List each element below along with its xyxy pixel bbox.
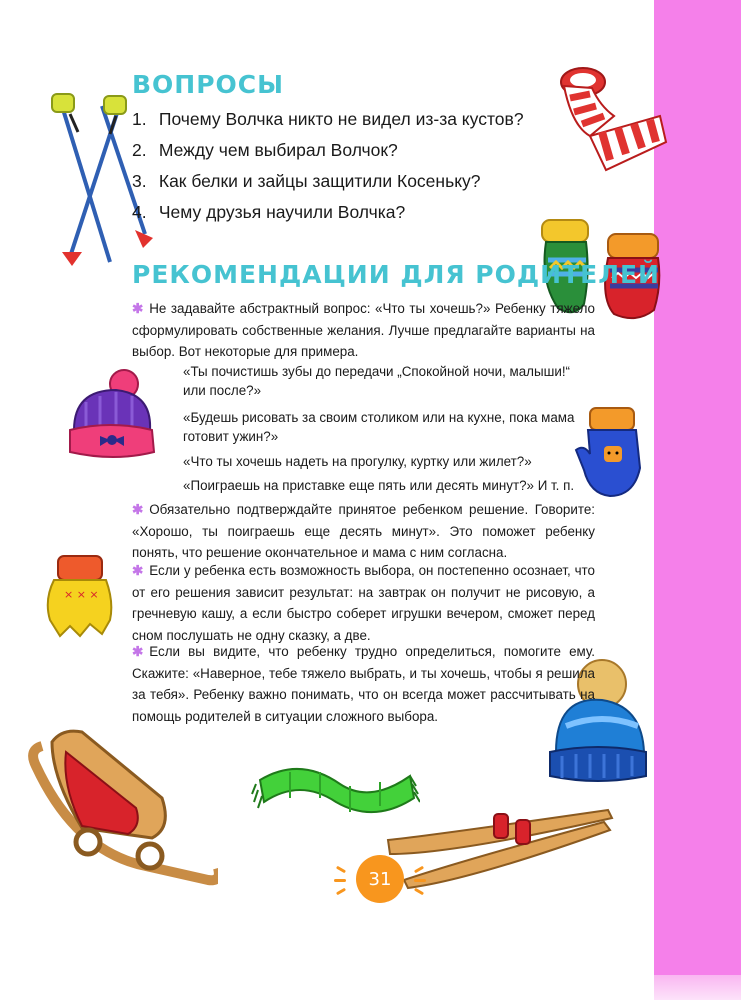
bullet-star-icon: ✱: [132, 502, 144, 517]
yellow-glove-icon: [42, 554, 118, 638]
knit-hat-icon: [64, 368, 160, 464]
recommendation-paragraph: ✱ Если вы видите, что ребенку трудно определиться, помогите ему. Скажите: «Наверное, тебе тяжело выбрать, и ты хочешь, чтобы я решила за тебя». Ребенку важно понимать, что он всегда может рассчитывать на помощь родителей в ситуации сложного выбора.: [132, 644, 595, 724]
page-number: 31: [356, 855, 404, 903]
question-item: 1. Почему Волчка никто не видел из-за кустов?: [132, 109, 524, 129]
page-number-ornament: [334, 879, 346, 882]
example-quote: «Будешь рисовать за своим столиком или на кухне, пока мама готовит ужин?»: [183, 410, 575, 444]
questions-list: [132, 104, 524, 228]
sled-icon: [22, 722, 218, 902]
example-quote: «Ты почистишь зубы до передачи „Спокойной ночи, малыши!“ или после?»: [183, 364, 571, 398]
questions-heading: ВОПРОСЫ: [132, 70, 285, 99]
recommendation-paragraph: ✱ Если у ребенка есть возможность выбора, он постепенно осознает, что от его решения зависит результат: на завтрак он получит не рисовую, а гречневую кашу, а если быстро соберет игрушки вечером, сможет перед сном послушать не одну сказку, а две.: [132, 563, 595, 643]
page-number-ornament: [336, 888, 346, 896]
recommendations-heading: РЕКОМЕНДАЦИИ ДЛЯ РОДИТЕЛЕЙ: [132, 260, 660, 289]
recommendation-paragraph: ✱ Не задавайте абстрактный вопрос: «Что ты хочешь?» Ребенку тяжело сформулировать собственные желания. Лучше предлагайте варианты на выбор. Вот некоторые для примера.: [132, 301, 595, 359]
bullet-star-icon: ✱: [132, 563, 144, 578]
page-number-ornament: [414, 879, 426, 882]
question-item: 4. Чему друзья научили Волчка?: [132, 202, 406, 222]
recommendation-paragraph: ✱ Обязательно подтверждайте принятое ребенком решение. Говорите: «Хорошо, ты поиграешь еще десять минут». Это поможет ребенку понять, что решение окончательное и мама с ним согласна.: [132, 502, 595, 560]
scarf-icon: [550, 62, 670, 177]
bullet-star-icon: ✱: [132, 301, 144, 316]
example-quote: «Поиграешь на приставке еще пять или десять минут?» И т. п.: [183, 478, 575, 493]
skis-icon: [384, 800, 614, 890]
page-number-ornament: [336, 866, 346, 874]
bullet-star-icon: ✱: [132, 644, 144, 659]
example-quote: «Что ты хочешь надеть на прогулку, куртку или жилет?»: [183, 454, 532, 469]
question-item: 3. Как белки и зайцы защитили Косеньку?: [132, 171, 481, 191]
svg-text:× × ×: × × ×: [64, 588, 99, 601]
question-item: 2. Между чем выбирал Волчок?: [132, 140, 398, 160]
